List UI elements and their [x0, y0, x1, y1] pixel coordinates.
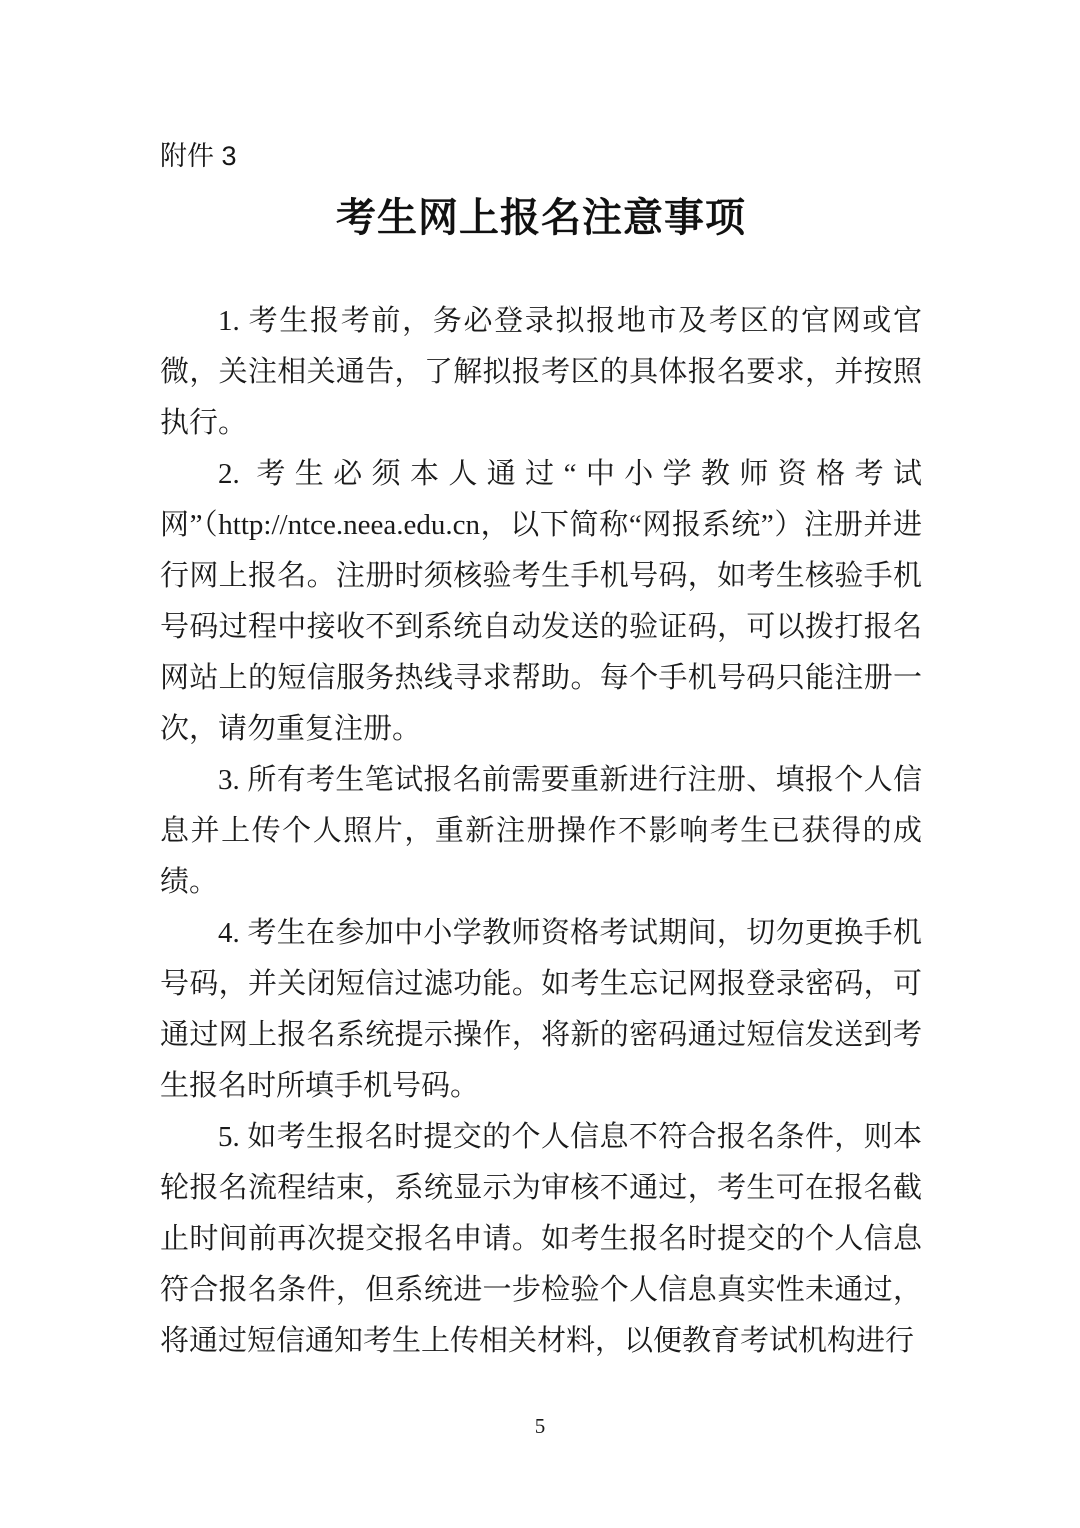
page-number: 5: [534, 1414, 546, 1438]
document-title: 考生网上报名注意事项: [336, 196, 746, 240]
paragraph-1: 1. 考生报考前，务必登录拟报地市及考区的官网或官微，关注相关通告，了解拟报考区的具体报名要求，并按照执行。: [160, 305, 922, 439]
paragraph-2: 2. 考生必须本人通过“中小学教师资格考试网”（http://ntce.neea.edu.cn，以下简称“网报系统”）注册并进行网上报名。注册时须核验考生手机号码，如考生核验手机号码过程中接收不到系统自动发送的验证码，可以拨打报名网站上的短信服务热线寻求帮助。每个手机号码只能注册一次，请勿重复注册。: [160, 458, 922, 745]
document-body: [160, 296, 922, 1367]
paragraph-4: 4. 考生在参加中小学教师资格考试期间，切勿更换手机号码，并关闭短信过滤功能。如考生忘记网报登录密码，可通过网上报名系统提示操作，将新的密码通过短信发送到考生报名时所填手机号码。: [160, 917, 922, 1102]
paragraph-3: 3. 所有考生笔试报名前需要重新进行注册、填报个人信息并上传个人照片，重新注册操作不影响考生已获得的成绩。: [160, 764, 922, 898]
paragraph-5: 5. 如考生报名时提交的个人信息不符合报名条件，则本轮报名流程结束，系统显示为审核不通过，考生可在报名截止时间前再次提交报名申请。如考生报名时提交的个人信息符合报名条件，但系统进一步检验个人信息真实性未通过，将通过短信通知考生上传相关材料，以便教育考试机构进行: [160, 1121, 922, 1357]
attachment-label: 附件 3: [160, 141, 237, 171]
